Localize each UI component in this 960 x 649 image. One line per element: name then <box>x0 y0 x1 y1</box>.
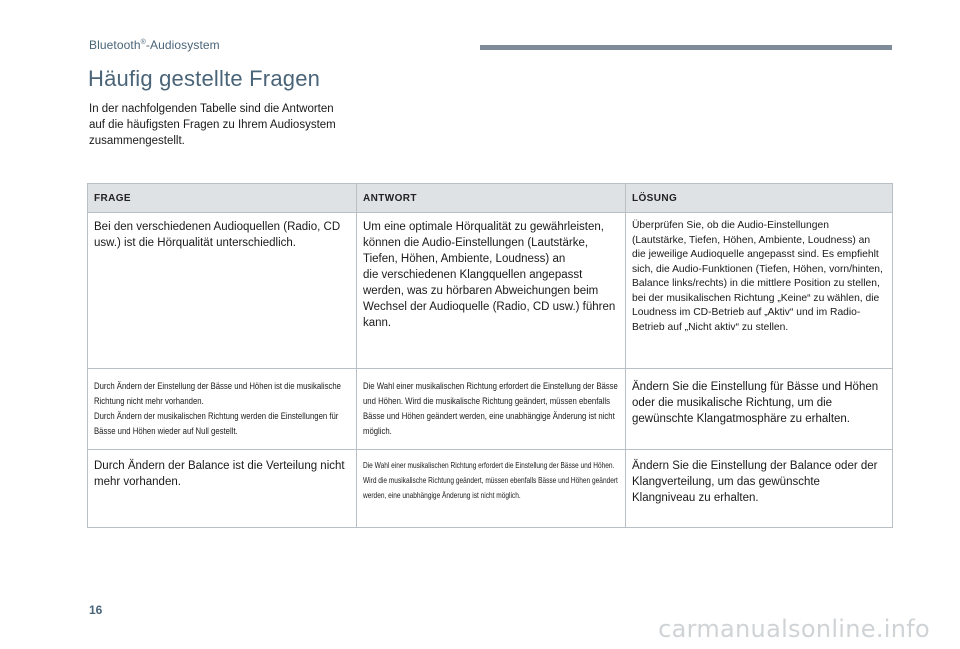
registered-mark: ® <box>140 39 146 46</box>
watermark: carmanualsonline.info <box>658 615 930 643</box>
table-row <box>88 369 893 450</box>
section-header-suffix: -Audiosystem <box>145 38 220 52</box>
column-header-loesung: LÖSUNG <box>626 184 893 213</box>
antwort-text: Die Wahl einer musikalischen Richtung erfordert die Einstellung der Bässe und Höhen. Wird die musikalische Richtung geändert, müssen ebenfalls Bässe und Höhen geändert werden, eine unabhängige Änderung ist nicht möglich. <box>363 381 618 436</box>
table-row <box>88 213 893 369</box>
table-cell-antwort <box>357 450 626 528</box>
section-header <box>89 38 220 52</box>
table-cell-loesung <box>626 450 893 528</box>
intro-text: In der nachfolgenden Tabelle sind die Antworten auf die häufigsten Fragen zu Ihrem Audiosystem zusammengestellt. <box>89 103 336 147</box>
antwort-text: Um eine optimale Hörqualität zu gewährleisten, können die Audio-Einstellungen (Lautstärke, Tiefen, Höhen, Ambiente, Loudness) an die verschiedenen Klangquellen angepasst werden, was zu hörbaren Abweichungen beim Wechsel der Audioquelle (Radio, CD usw.) führen kann. <box>363 221 616 329</box>
table-row <box>88 450 893 528</box>
faq-table <box>87 183 893 528</box>
frage-text: Durch Ändern der Einstellung der Bässe und Höhen ist die musikalische Richtung nicht mehr vorhanden. Durch Ändern der musikalischen Richtung werden die Einstellungen für Bässe und Höhen wieder auf Null gestellt. <box>94 381 341 436</box>
table-cell-frage <box>88 369 357 450</box>
table-cell-loesung <box>626 213 893 369</box>
table-cell-frage <box>88 213 357 369</box>
column-header-frage: FRAGE <box>88 184 357 213</box>
header-rule <box>480 45 892 50</box>
frage-text: Bei den verschiedenen Audioquellen (Radio, CD usw.) ist die Hörqualität unterschiedlich. <box>94 221 341 249</box>
loesung-text: Ändern Sie die Einstellung für Bässe und Höhen oder die musikalische Richtung, um die gewünschte Klangatmosphäre zu erhalten. <box>632 381 879 425</box>
section-header-prefix: Bluetooth <box>89 38 141 52</box>
loesung-text: Überprüfen Sie, ob die Audio-Einstellungen (Lautstärke, Tiefen, Höhen, Ambiente, Loudness) an die jeweilige Audioquelle angepasst sind. Es empfiehlt sich, die Audio-Funktionen (Tiefen, Höhen, vorn/hinten, Balance links/rechts) in die mittlere Position zu stellen, bei der musikalischen Richtung „Keine“ zu wählen, die Loudness im CD-Betrieb auf „Aktiv“ und im Radio-Betrieb auf „Nicht aktiv“ zu stellen. <box>632 220 883 333</box>
page-title: Häufig gestellte Fragen <box>88 66 321 91</box>
table-cell-antwort <box>357 213 626 369</box>
table-cell-loesung <box>626 369 893 450</box>
table-header-row <box>88 184 893 213</box>
page-number: 16 <box>89 603 103 617</box>
table-cell-frage <box>88 450 357 528</box>
column-header-antwort: ANTWORT <box>357 184 626 213</box>
frage-text: Durch Ändern der Balance ist die Verteilung nicht mehr vorhanden. <box>94 460 345 488</box>
loesung-text: Ändern Sie die Einstellung der Balance oder der Klangverteilung, um das gewünschte Klangniveau zu erhalten. <box>632 460 878 504</box>
table-cell-antwort <box>357 369 626 450</box>
antwort-text: Die Wahl einer musikalischen Richtung erfordert die Einstellung der Bässe und Höhen. Wird die musikalische Richtung geändert, müssen ebenfalls Bässe und Höhen geändert werden, eine unabhängige Änderung ist nicht möglich. <box>363 461 618 500</box>
